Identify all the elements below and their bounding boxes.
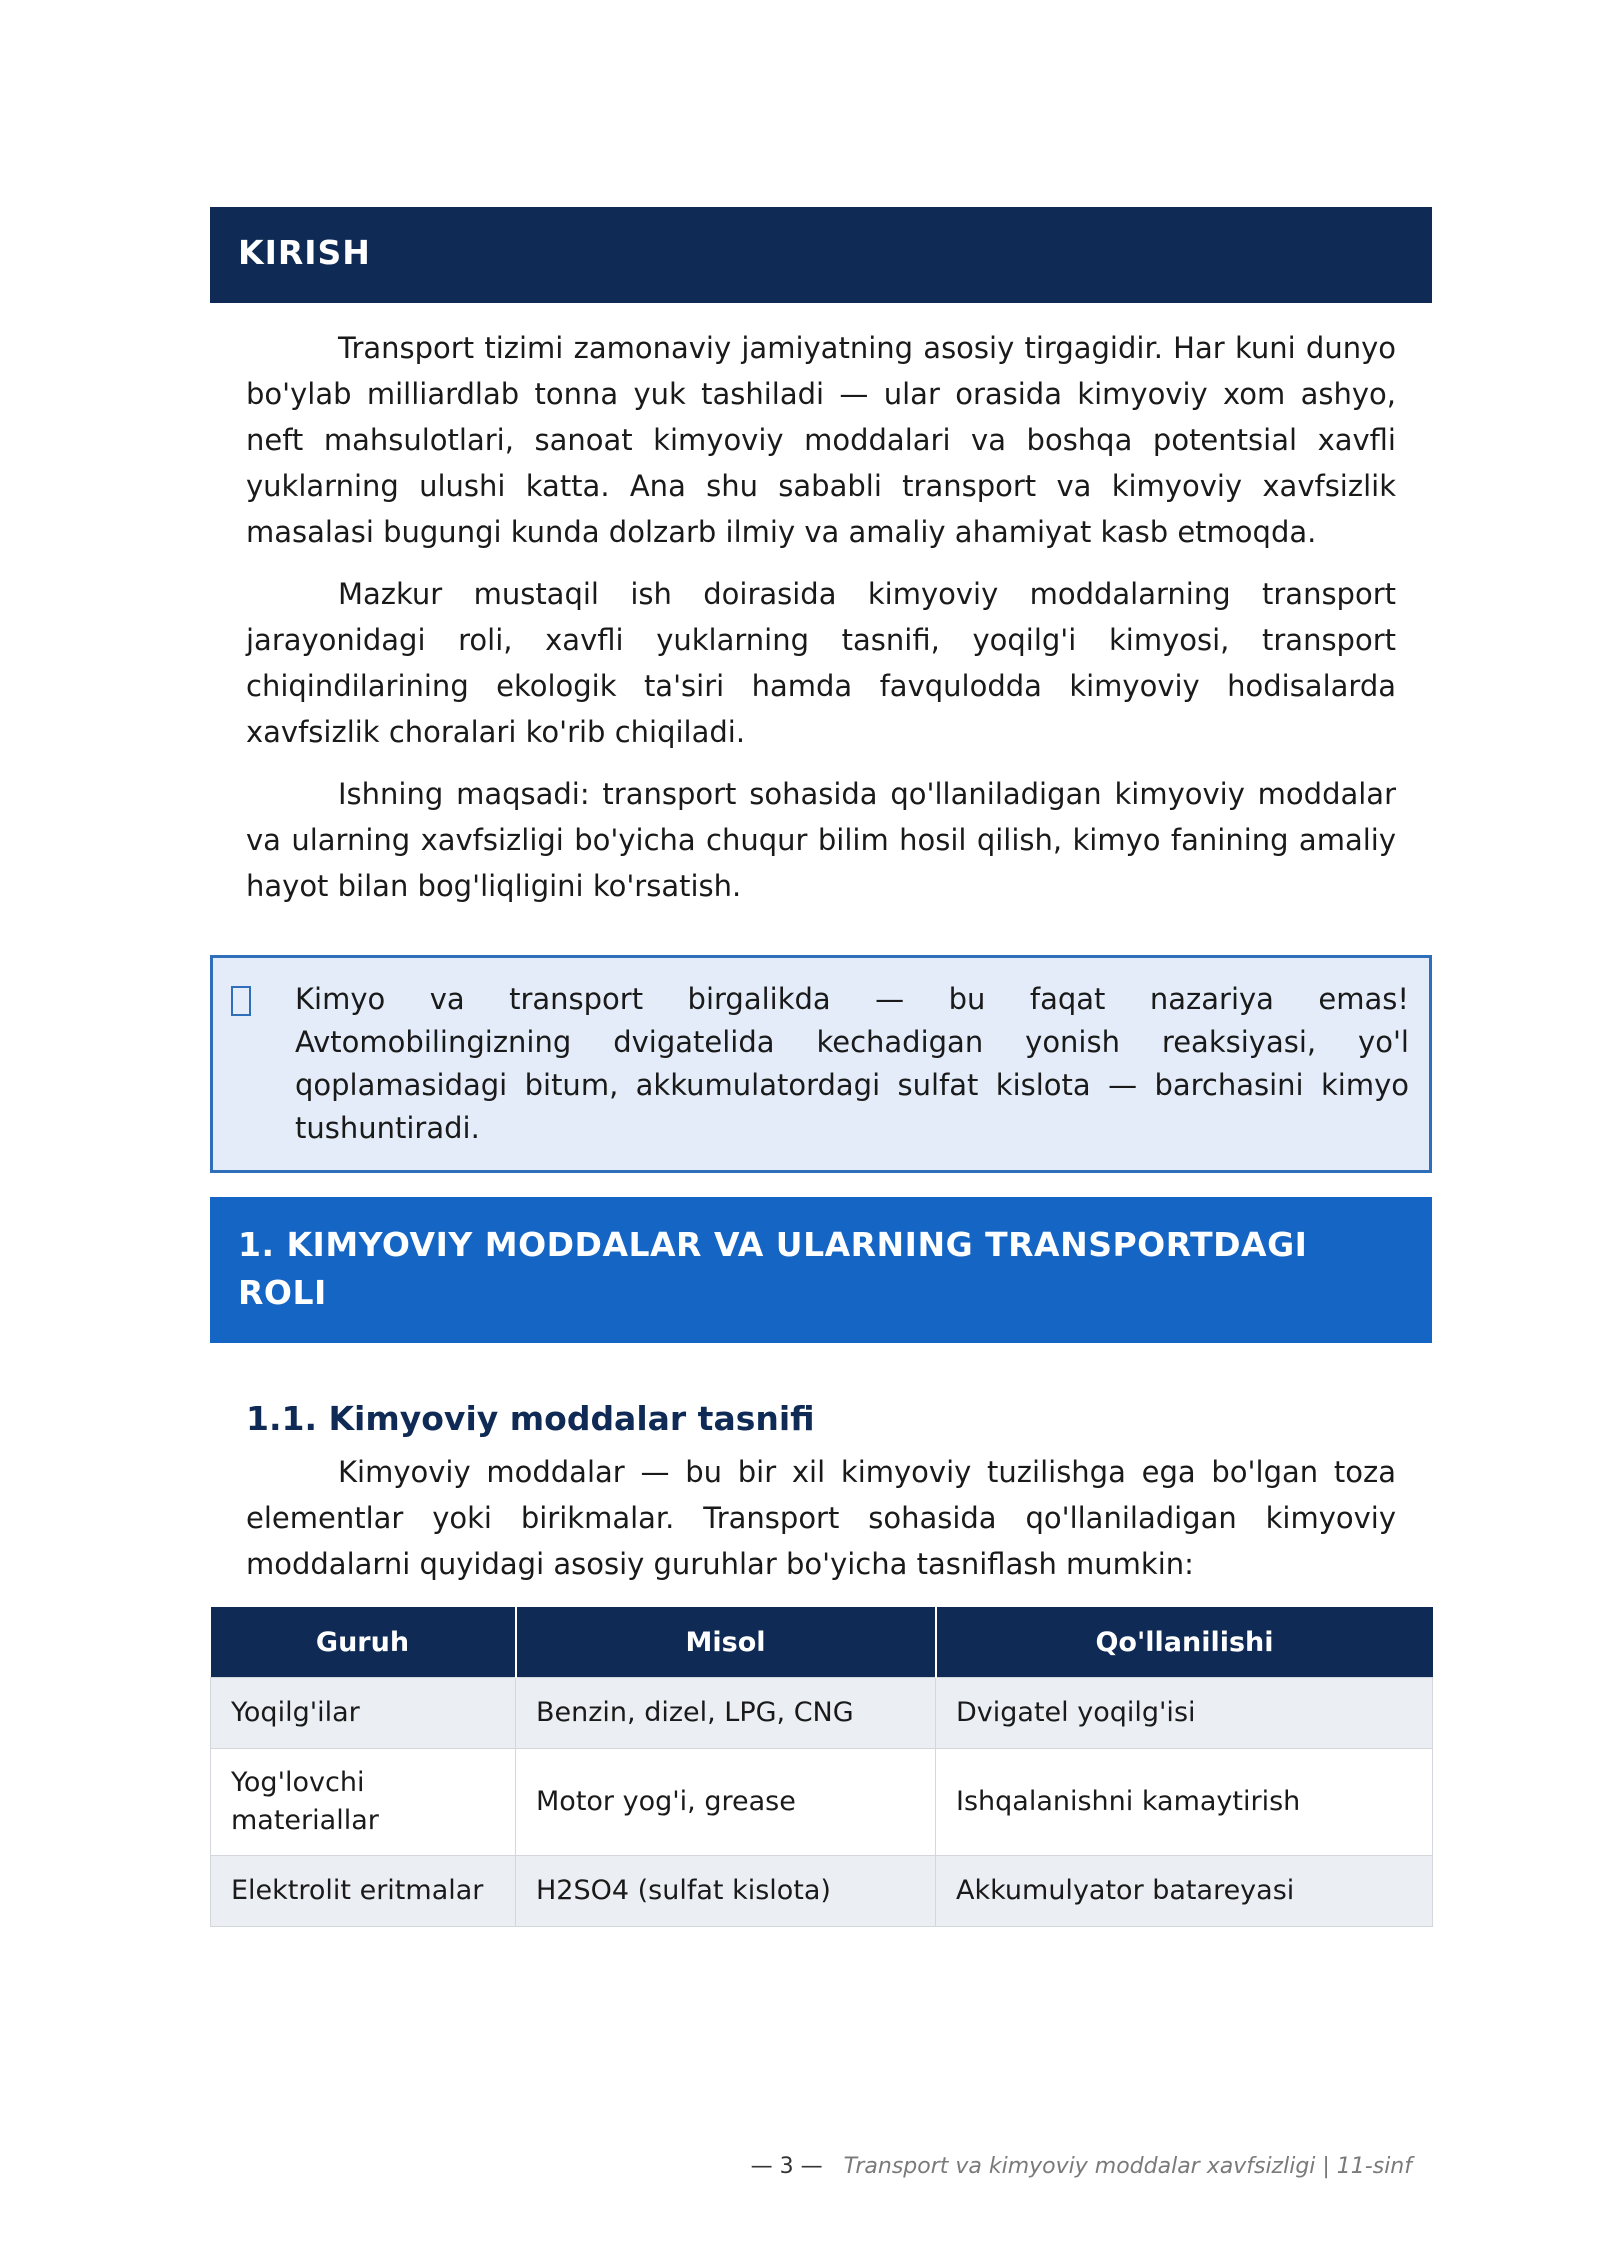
section1-body — [210, 1449, 1432, 1587]
section-heading-1: 1. KIMYOVIY MODDALAR VA ULARNING TRANSPORTDAGI ROLI — [210, 1197, 1432, 1343]
info-callout — [210, 955, 1432, 1173]
subsection-heading-1-1: 1.1. Kimyoviy moddalar tasnifi — [246, 1399, 815, 1438]
table-cell: Elektrolit eritmalar — [211, 1856, 516, 1927]
table-cell: Motor yog'i, grease — [516, 1749, 936, 1856]
intro-body — [210, 325, 1432, 909]
table-cell: Ishqalanishni kamaytirish — [936, 1749, 1433, 1856]
table-cell: H2SO4 (sulfat kislota) — [516, 1856, 936, 1927]
info-icon — [231, 986, 251, 1016]
table-header-cell: Guruh — [211, 1607, 516, 1678]
table-row — [211, 1678, 1433, 1749]
classification-table — [210, 1607, 1433, 1927]
table-row — [211, 1749, 1433, 1856]
section-heading-intro: KIRISH — [210, 207, 1432, 303]
table-row — [211, 1856, 1433, 1927]
page-footer — [751, 2154, 1412, 2179]
table-cell: Benzin, dizel, LPG, CNG — [516, 1678, 936, 1749]
table-cell: Akkumulyator batareyasi — [936, 1856, 1433, 1927]
section1-paragraph: Kimyoviy moddalar — bu bir xil kimyoviy tuzilishga ega bo'lgan toza elementlar yoki birikmalar. Transport sohasida qo'llaniladigan kimyoviy moddalarni quyidagi asosiy guruhlar bo'yicha tasniflash mumkin: — [246, 1455, 1396, 1581]
footer-title: Transport va kimyoviy moddalar xavfsizligi | 11-sinf — [843, 2154, 1412, 2179]
page-number: — 3 — — [750, 2154, 823, 2179]
table-cell: Yoqilg'ilar — [211, 1678, 516, 1749]
intro-paragraph-3: Ishning maqsadi: transport sohasida qo'llaniladigan kimyoviy moddalar va ularning xavfsizligi bo'yicha chuqur bilim hosil qilish, kimyo fanining amaliy hayot bilan bog'liqligini ko'rsatish. — [246, 777, 1396, 903]
table-cell: Dvigatel yoqilg'isi — [936, 1678, 1433, 1749]
intro-paragraph-1: Transport tizimi zamonaviy jamiyatning asosiy tirgagidir. Har kuni dunyo bo'ylab milliardlab tonna yuk tashiladi — ular orasida kimyoviy xom ashyo, neft mahsulotlari, sanoat kimyoviy moddalari va boshqa potentsial xavfli yuklarning ulushi katta. Ana shu sababli transport va kimyoviy xavfsizlik masalasi bugungi kunda dolzarb ilmiy va amaliy ahamiyat kasb etmoqda. — [246, 331, 1396, 549]
table-header-cell: Misol — [516, 1607, 936, 1678]
table-cell: Yog'lovchi materiallar — [211, 1749, 516, 1856]
table-header-row — [211, 1607, 1433, 1678]
callout-text: Kimyo va transport birgalikda — bu faqat nazariya emas! Avtomobilingizning dvigatelida kechadigan yonish reaksiyasi, yo'l qoplamasidagi bitum, akkumulatordagi sulfat kislota — barchasini kimyo tushuntiradi. — [295, 982, 1409, 1145]
document-page — [210, 207, 1432, 1927]
intro-paragraph-2: Mazkur mustaqil ish doirasida kimyoviy moddalarning transport jarayonidagi roli, xavfli yuklarning tasnifi, yoqilg'i kimyosi, transport chiqindilarining ekologik ta'siri hamda favqulodda kimyoviy hodisalarda xavfsizlik choralari ko'rib chiqiladi. — [246, 577, 1396, 749]
table-header-cell: Qo'llanilishi — [936, 1607, 1433, 1678]
